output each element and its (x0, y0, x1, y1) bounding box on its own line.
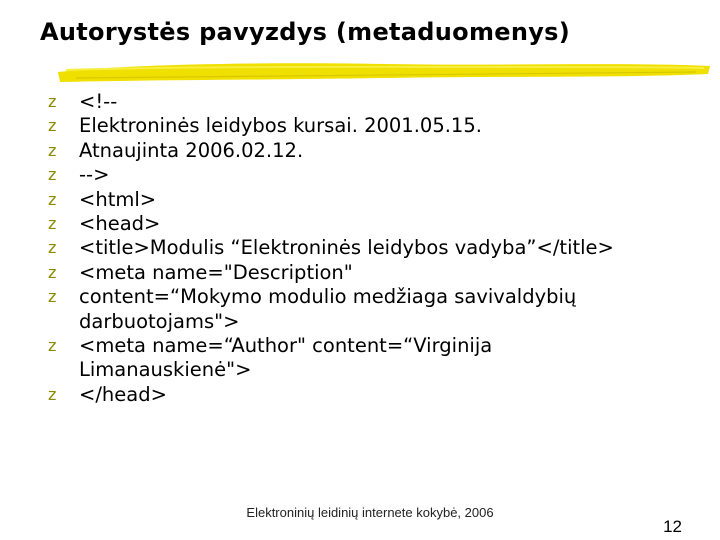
list-item (48, 334, 708, 358)
list-item (48, 236, 708, 260)
list-item-text: </head> (79, 382, 167, 406)
list-item (48, 261, 708, 285)
list-item-text: --> (79, 163, 110, 187)
bullet-icon: z (48, 214, 57, 234)
list-item (48, 90, 708, 114)
bullet-icon: z (48, 384, 57, 404)
bullet-icon: z (48, 262, 57, 282)
bullet-icon: z (48, 189, 57, 209)
bullet-icon: z (48, 336, 57, 356)
list-item-text: <head> (79, 212, 161, 236)
title-underline-brushstroke (56, 58, 712, 84)
bullet-icon: z (48, 92, 57, 111)
list-item (48, 188, 708, 212)
list-item-continuation (48, 310, 708, 334)
list-item-text: <meta name=“Author" content=“Virginija (79, 334, 493, 358)
list-item (48, 383, 708, 407)
list-item-text: content=“Mokymo modulio medžiaga savivaldybių (79, 285, 577, 309)
list-item-text: Limanauskienė"> (79, 358, 252, 382)
list-item-text: Atnaujinta 2006.02.12. (79, 138, 304, 162)
slide-title: Autorystės pavyzdys (metaduomenys) (40, 18, 571, 46)
list-item (48, 212, 708, 236)
list-item-text: <html> (79, 187, 157, 211)
bullet-icon: z (48, 238, 57, 258)
list-item-text: <meta name="Description" (79, 260, 353, 284)
bullet-icon: z (48, 165, 57, 185)
bullet-list (48, 90, 708, 407)
bullet-icon: z (48, 287, 57, 307)
list-item (48, 285, 708, 309)
bullet-icon: z (48, 116, 57, 136)
list-item-text: <!-- (79, 90, 118, 113)
slide-footer: Elektroninių leidinių internete kokybė, 2006 (246, 505, 494, 520)
list-item-text: <title>Modulis “Elektroninės leidybos vadyba”</title> (79, 236, 614, 260)
list-item-continuation (48, 358, 708, 382)
page-number: 12 (663, 517, 682, 536)
list-item (48, 114, 708, 138)
list-item (48, 163, 708, 187)
bullet-icon: z (48, 140, 57, 160)
list-item-text: Elektroninės leidybos kursai. 2001.05.15. (79, 114, 482, 138)
list-item (48, 139, 708, 163)
list-item-text: darbuotojams"> (79, 309, 240, 333)
